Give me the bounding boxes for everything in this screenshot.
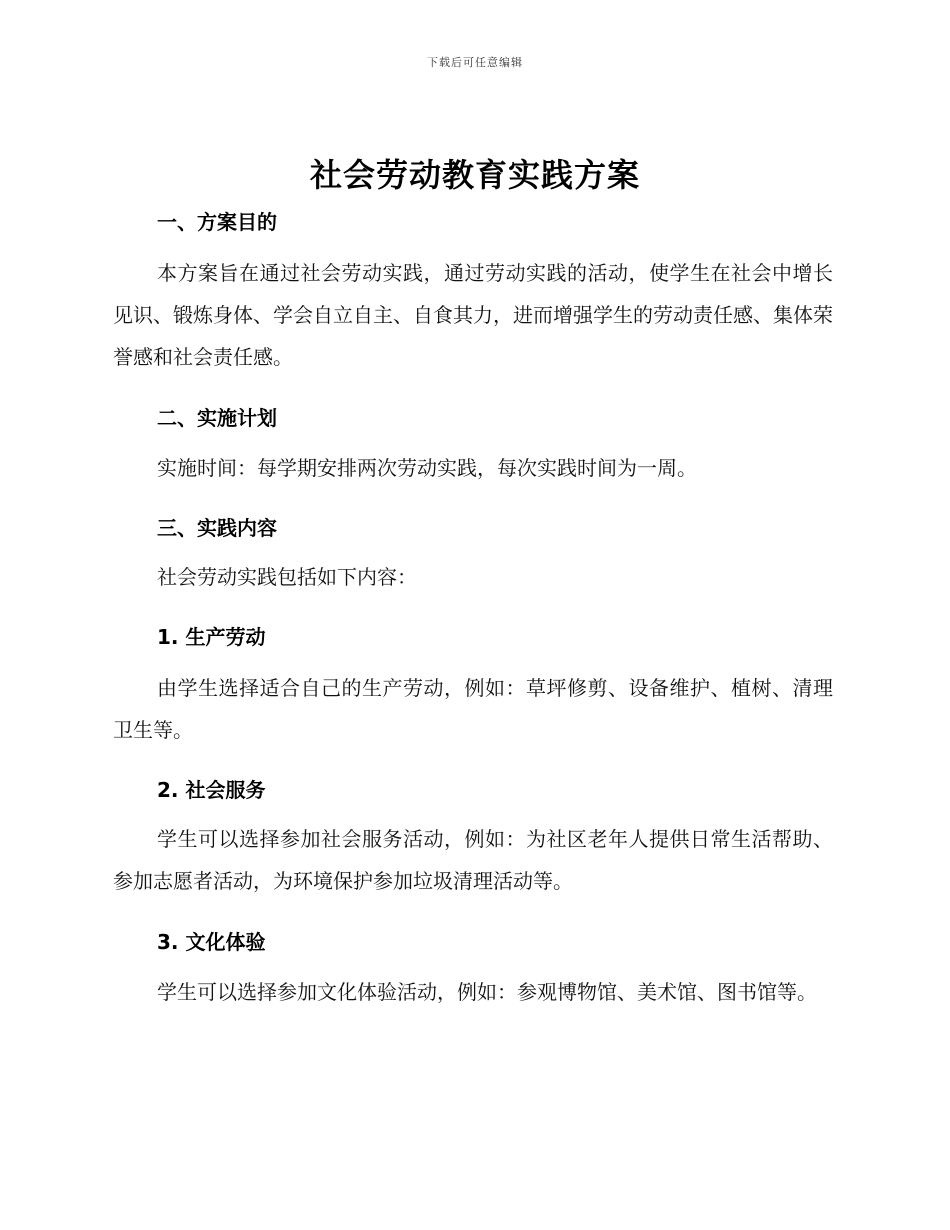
document-title: 社会劳动教育实践方案 — [309, 156, 640, 194]
item-body-production: 由学生选择适合自己的生产劳动，例如：草坪修剪、设备维护、植树、清理卫生等。 — [113, 676, 833, 742]
section-intro-content: 社会劳动实践包括如下内容： — [157, 565, 417, 589]
section-heading-content: 三、实践内容 — [157, 516, 277, 540]
item-body-service: 学生可以选择参加社会服务活动，例如：为社区老年人提供日常生活帮助、参加志愿者活动，为环境保护参加垃圾清理活动等。 — [113, 827, 833, 893]
section-body-purpose: 本方案旨在通过社会劳动实践，通过劳动实践的活动，使学生在社会中增长见识、锻炼身体、学会自立自主、自食其力，进而增强学生的劳动责任感、集体荣誉感和社会责任感。 — [113, 261, 833, 369]
section-heading-purpose: 一、方案目的 — [157, 210, 277, 234]
item-heading-service: 2. 社会服务 — [157, 778, 266, 802]
section-body-plan: 实施时间：每学期安排两次劳动实践，每次实践时间为一周。 — [157, 456, 697, 480]
item-body-culture: 学生可以选择参加文化体验活动，例如：参观博物馆、美术馆、图书馆等。 — [157, 980, 817, 1004]
section-heading-plan: 二、实施计划 — [157, 406, 277, 430]
header-note: 下载后可任意编辑 — [427, 56, 523, 69]
item-heading-production: 1. 生产劳动 — [157, 625, 266, 649]
item-heading-culture: 3. 文化体验 — [157, 930, 266, 954]
